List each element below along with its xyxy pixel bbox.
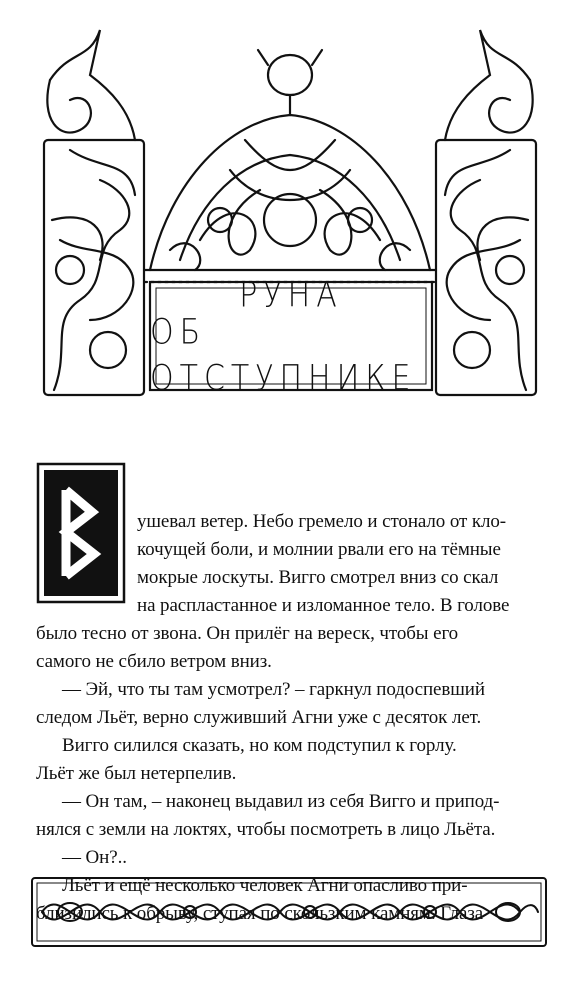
text-line: следом Льёт, верно служивший Агни уже с десяток лет. (36, 707, 482, 728)
text-line: Вигго силился сказать, но ком подступил к горлу. (62, 735, 457, 756)
footer-knotwork-ornament (30, 876, 548, 948)
text-line: на распластанное и изломанное тело. В голове (137, 595, 510, 616)
text-line: Льёт же был нетерпелив. (36, 763, 237, 784)
chapter-title (150, 275, 432, 399)
text-line: было тесно от звона. Он прилёг на вереск, чтобы его (36, 623, 459, 644)
text-line: — Эй, что ты там усмотрел? – гаркнул подоспевший (62, 679, 485, 700)
text-line: близились к обрыву, ступая по скользким камням. Глаза (36, 903, 484, 924)
text-line: — Он там, – наконец выдавил из себя Вигго и припод- (62, 791, 500, 812)
text-line: кочущей боли, и молнии рвали его на тёмные (137, 539, 501, 560)
dropcap-frame (36, 462, 126, 604)
text-line: нялся с земли на локтях, чтобы посмотреть в лицо Льёта. (36, 819, 496, 840)
text-line: ушевал ветер. Небо гремело и стонало от кло- (137, 511, 506, 532)
chapter-title-line-2: ОБ ОТСТУПНИКЕ (150, 312, 417, 399)
text-line: самого не сбило ветром вниз. (36, 651, 272, 672)
text-line: — Он?.. (62, 847, 127, 868)
text-line: мокрые лоскуты. Вигго смотрел вниз со скал (137, 567, 499, 588)
text-line: Льёт и ещё несколько человек Агни опасливо при- (62, 875, 468, 896)
chapter-title-line-1: РУНА (239, 275, 343, 316)
